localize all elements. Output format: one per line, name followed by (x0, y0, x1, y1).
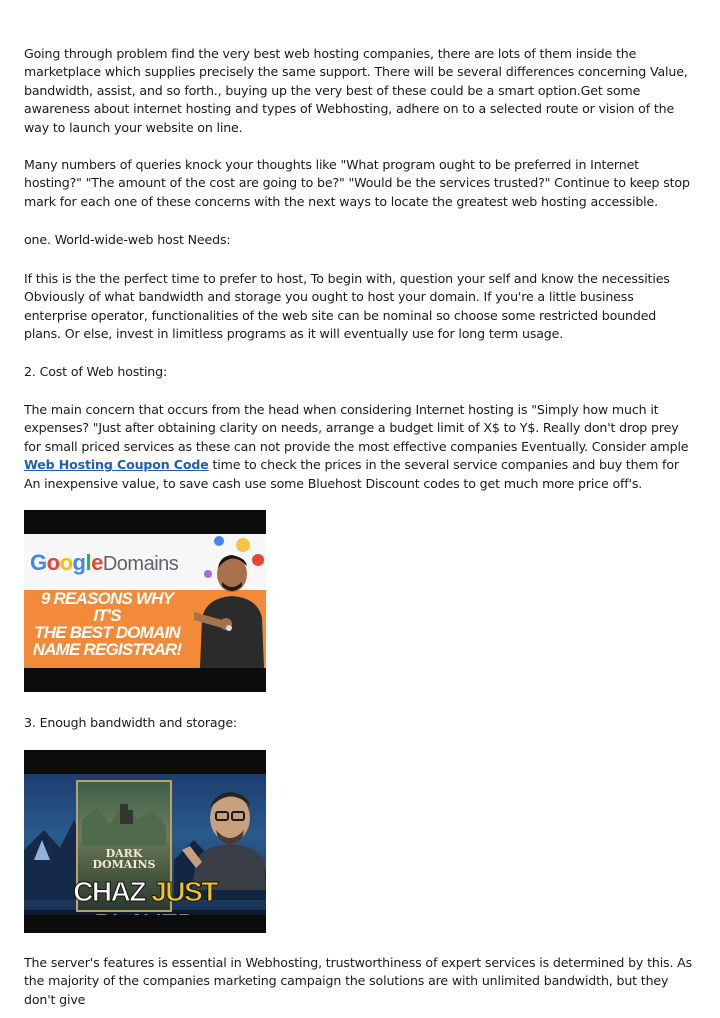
paragraph-cost-text-2: time to check the prices in the several service companies and buy them for An inexpensive value, to save cash use some Bluehost Discount codes to get much more price off's. (24, 457, 679, 491)
castle-art-icon (82, 790, 166, 845)
coupon-code-link[interactable]: Web Hosting Coupon Code (24, 457, 209, 473)
letterbox-bottom (24, 915, 266, 933)
game-title-line: DARK (105, 847, 143, 860)
presenter-figure-icon (182, 780, 266, 890)
thumbnail-headline (32, 590, 182, 658)
section-heading-cost: 2. Cost of Web hosting: (24, 364, 168, 379)
section-heading-host-needs: one. World-wide-web host Needs: (24, 232, 231, 247)
paragraph-intro: Going through problem find the very best web hosting companies, there are lots of them inside the marketplace which supplies precisely the same support. There will be several differences concerning Value, bandwidth, assist, and so forth., buying up the very best of these could be a smart option.Get some awareness about internet hosting and types of Webhosting, adhere on to a selected route or vision of the way to launch your website on line. (24, 46, 688, 135)
paragraph-server-features: The server's features is essential in Webhosting, trustworthiness of expert services is determined by this. As the majority of the companies marketing campaign the solutions are with unlimited bandwidth, but they don't give (24, 955, 693, 1007)
decor-dot-icon (214, 536, 224, 546)
paragraph-queries: Many numbers of queries knock your thoughts like "What program ought to be preferred in Internet hosting?" "The amount of the cost are going to be?" "Would be the services trusted?" Continue to keep stop mark for each one of these concerns with the next ways to locate the greatest web hosting accessible. (24, 157, 690, 209)
letterbox-bottom (24, 668, 266, 692)
thumbnail-banner-text: CHAZ JUST (73, 876, 217, 907)
paragraph-cost (24, 401, 696, 493)
google-domains-thumbnail[interactable] (24, 510, 266, 692)
paragraph-cost-text-1: The main concern that occurs from the head when considering Internet hosting is "Simply how much it expenses? "Just after obtaining clarity on needs, arrange a budget limit of X$ to Y$. Really don't drop prey for small priced services as these can not provide the most effective companies Eventually. Consider ample (24, 402, 689, 454)
headline-line: 9 REASONS WHY IT'S (40, 589, 174, 625)
google-domains-logo: GoogleDomains (30, 550, 179, 575)
letterbox-top (24, 750, 266, 774)
section-heading-bandwidth: 3. Enough bandwidth and storage: (24, 715, 238, 730)
game-title (82, 848, 166, 870)
letterbox-top (24, 510, 266, 534)
dark-domains-thumbnail[interactable] (24, 750, 266, 933)
paragraph-host-needs: If this is the the perfect time to prefer to host, To begin with, question your self and know the necessities Obviously of what bandwidth and storage you ought to host your domain. If you're a little business enterprise operator, functionalities of the web site can be nominal so choose some restricted bounded plans. Or else, invest in limitless programs as it will eventually use for long term usage. (24, 271, 670, 342)
headline-line: NAME REGISTRAR! (32, 640, 182, 659)
presenter-figure-icon (192, 546, 264, 668)
headline-line: THE BEST DOMAIN (34, 623, 180, 642)
game-title-line: DOMAINS (92, 858, 156, 871)
